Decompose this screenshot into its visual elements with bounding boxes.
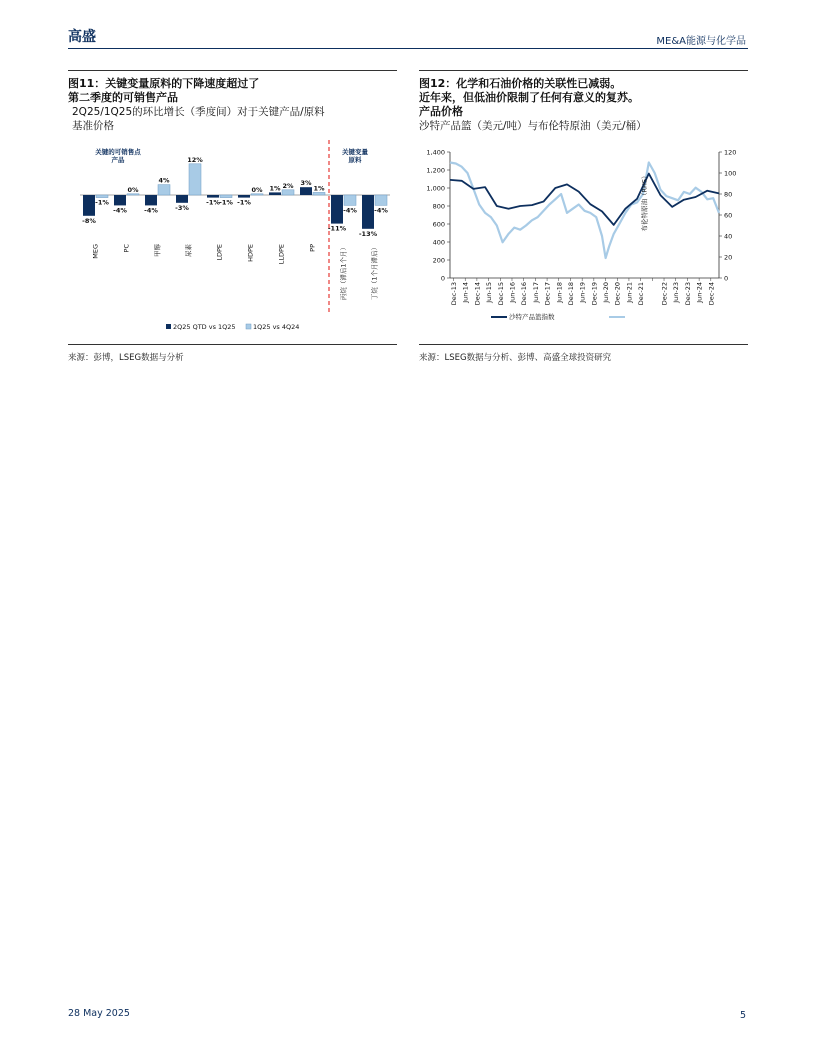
x-tick-label-22: Dec-24 bbox=[707, 282, 716, 306]
bar-1q25-9 bbox=[375, 195, 387, 205]
page-number: 5 bbox=[739, 1010, 746, 1021]
legend-label-saudi-basket: 沙特产品篮指数 bbox=[509, 313, 555, 321]
series-brent-line bbox=[450, 163, 719, 259]
figure-12-title-line2: 近年来，但低油价限制了任何有意义的复苏。 bbox=[419, 91, 639, 104]
x-tick-label-2: Dec-14 bbox=[473, 282, 482, 306]
figure-11-subtitle-line1: 2Q25/1Q25的环比增长（季度间）对于关键产品/原料 bbox=[72, 106, 325, 118]
figure-11-top-rule bbox=[68, 70, 397, 71]
bar-label-1q25-5: 0% bbox=[251, 185, 263, 194]
right-tick-label-3: 60 bbox=[724, 211, 733, 220]
brand-name: 高盛 bbox=[68, 29, 96, 45]
bar-1q25-3 bbox=[189, 164, 201, 195]
category-label-6: LLDPE bbox=[277, 244, 286, 265]
group-label-products-line2: 产品 bbox=[111, 156, 125, 164]
right-tick-label-5: 100 bbox=[724, 169, 737, 178]
header-rule bbox=[68, 48, 748, 49]
right-tick-label-4: 80 bbox=[724, 190, 733, 199]
bar-label-2q25-0: -8% bbox=[82, 216, 96, 225]
left-tick-label-2: 400 bbox=[432, 238, 445, 247]
bar-1q25-8 bbox=[344, 195, 356, 205]
bar-label-1q25-9: -4% bbox=[374, 206, 388, 215]
figure-12-source-rule bbox=[419, 344, 748, 345]
bar-label-1q25-3: 12% bbox=[187, 155, 203, 164]
legend-swatch-1q25 bbox=[246, 324, 251, 329]
category-label-5: HDPE bbox=[246, 244, 255, 262]
figure-11-title-line2: 第二季度的可销售产品 bbox=[68, 91, 178, 104]
bar-label-2q25-9: -13% bbox=[358, 229, 378, 238]
left-tick-label-0: 0 bbox=[440, 274, 445, 283]
bar-1q25-5 bbox=[251, 194, 263, 195]
x-tick-label-16: Dec-21 bbox=[637, 282, 646, 306]
figure-11-bar-chart bbox=[68, 140, 397, 340]
figure-12-top-rule bbox=[419, 70, 748, 71]
figure-12-source: 来源：LSEG数据与分析、彭博、高盛全球投资研究 bbox=[419, 353, 612, 363]
left-tick-label-1: 200 bbox=[432, 256, 445, 265]
category-label-9: 丁烷（1个月滞后） bbox=[370, 244, 379, 301]
x-tick-label-18: Dec-22 bbox=[660, 282, 669, 306]
figure-12-title-line3: 产品价格 bbox=[419, 105, 463, 118]
group-label-feedstock-line2: 原料 bbox=[348, 156, 362, 164]
figure-11-subtitle-line2: 基准价格 bbox=[72, 120, 114, 132]
x-tick-label-8: Dec-17 bbox=[543, 282, 552, 306]
x-tick-label-5: Jun-16 bbox=[508, 282, 517, 303]
category-label-0: MEG bbox=[91, 244, 100, 259]
bar-2q25-1 bbox=[114, 195, 126, 205]
category-label-8: 丙烷（滞后1个月） bbox=[339, 244, 348, 301]
bar-label-2q25-5: -1% bbox=[237, 198, 251, 207]
group-label-feedstock-line1: 关键变量 bbox=[342, 148, 368, 156]
bar-2q25-3 bbox=[176, 195, 188, 203]
bar-2q25-6 bbox=[269, 192, 281, 195]
bar-1q25-2 bbox=[158, 185, 170, 195]
left-tick-label-3: 600 bbox=[432, 220, 445, 229]
category-label-1: PC bbox=[122, 244, 131, 253]
x-tick-label-9: Jun-18 bbox=[555, 282, 564, 303]
x-tick-label-20: Dec-23 bbox=[683, 282, 692, 306]
bar-label-2q25-6: 1% bbox=[269, 184, 281, 193]
x-tick-label-21: Jun-24 bbox=[695, 282, 704, 303]
x-tick-label-4: Dec-15 bbox=[496, 282, 505, 306]
category-label-4: LDPE bbox=[215, 244, 224, 261]
bar-2q25-4 bbox=[207, 195, 219, 198]
x-tick-label-11: Jun-19 bbox=[578, 282, 587, 303]
figure-11-source: 来源：彭博，LSEG数据与分析 bbox=[68, 353, 184, 363]
bar-label-2q25-4: -1% bbox=[206, 198, 220, 207]
bar-label-1q25-4: -1% bbox=[219, 198, 233, 207]
section-title: ME&A能源与化学品 bbox=[656, 36, 746, 47]
x-tick-label-6: Dec-16 bbox=[520, 282, 529, 306]
bar-label-1q25-8: -4% bbox=[343, 206, 357, 215]
rhs-annotation-label: 布伦特原油（RHS） bbox=[640, 172, 649, 232]
figure-12-line-chart bbox=[419, 140, 748, 340]
left-tick-label-7: 1,400 bbox=[426, 148, 445, 157]
x-tick-label-15: Jun-21 bbox=[625, 282, 634, 303]
bar-label-2q25-2: -4% bbox=[144, 206, 158, 215]
figure-11-title-line1: 图11：关键变量原料的下降速度超过了 bbox=[68, 77, 260, 90]
left-tick-label-5: 1,000 bbox=[426, 184, 445, 193]
bar-2q25-8 bbox=[331, 195, 343, 224]
x-tick-label-7: Jun-17 bbox=[531, 282, 540, 303]
category-label-3: 尿素 bbox=[184, 244, 193, 257]
bar-1q25-7 bbox=[313, 192, 325, 195]
category-label-7: PP bbox=[308, 244, 317, 252]
x-tick-label-13: Jun-20 bbox=[602, 282, 611, 303]
x-tick-label-3: Jun-15 bbox=[485, 282, 494, 303]
category-label-2: 甲醇 bbox=[153, 244, 162, 257]
x-tick-label-0: Dec-13 bbox=[450, 282, 459, 306]
left-tick-label-6: 1,200 bbox=[426, 166, 445, 175]
bar-2q25-2 bbox=[145, 195, 157, 205]
bar-2q25-0 bbox=[83, 195, 95, 216]
figure-11-panel bbox=[68, 70, 397, 133]
bar-label-1q25-7: 1% bbox=[313, 184, 325, 193]
group-label-products-line1: 关键的可销售点 bbox=[95, 148, 141, 156]
bar-label-1q25-0: -1% bbox=[95, 198, 109, 207]
x-tick-label-19: Jun-23 bbox=[672, 282, 681, 303]
right-tick-label-6: 120 bbox=[724, 148, 737, 157]
bar-2q25-5 bbox=[238, 195, 250, 198]
bar-2q25-7 bbox=[300, 187, 312, 195]
figure-12-panel bbox=[419, 70, 748, 133]
bar-label-2q25-8: -11% bbox=[327, 224, 347, 233]
bar-1q25-6 bbox=[282, 190, 294, 195]
right-tick-label-1: 20 bbox=[724, 253, 733, 262]
x-tick-label-10: Dec-18 bbox=[566, 282, 575, 306]
bar-label-1q25-2: 4% bbox=[158, 176, 170, 185]
legend-swatch-2q25 bbox=[166, 324, 171, 329]
footer-date: 28 May 2025 bbox=[68, 1008, 130, 1019]
x-tick-label-12: Dec-19 bbox=[590, 282, 599, 306]
right-tick-label-2: 40 bbox=[724, 232, 733, 241]
left-tick-label-4: 800 bbox=[432, 202, 445, 211]
legend-label-1q25: 1Q25 vs 4Q24 bbox=[253, 323, 300, 331]
figure-12-title-line1: 图12：化学和石油价格的关联性已减弱。 bbox=[419, 77, 622, 90]
bar-1q25-0 bbox=[96, 195, 108, 198]
bar-label-1q25-6: 2% bbox=[282, 181, 294, 190]
x-tick-label-14: Dec-20 bbox=[613, 282, 622, 306]
bar-1q25-1 bbox=[127, 194, 139, 195]
bar-label-2q25-1: -4% bbox=[113, 206, 127, 215]
bar-1q25-4 bbox=[220, 195, 232, 198]
bar-2q25-9 bbox=[362, 195, 374, 229]
x-tick-label-1: Jun-14 bbox=[461, 282, 470, 303]
legend-label-2q25: 2Q25 QTD vs 1Q25 bbox=[173, 323, 236, 331]
figure-12-subtitle: 沙特产品篮（美元/吨）与布伦特原油（美元/桶） bbox=[419, 120, 647, 132]
bar-label-2q25-3: -3% bbox=[175, 203, 189, 212]
bar-label-2q25-7: 3% bbox=[300, 179, 312, 188]
right-tick-label-0: 0 bbox=[724, 274, 729, 283]
bar-label-1q25-1: 0% bbox=[127, 185, 139, 194]
figure-11-source-rule bbox=[68, 344, 397, 345]
